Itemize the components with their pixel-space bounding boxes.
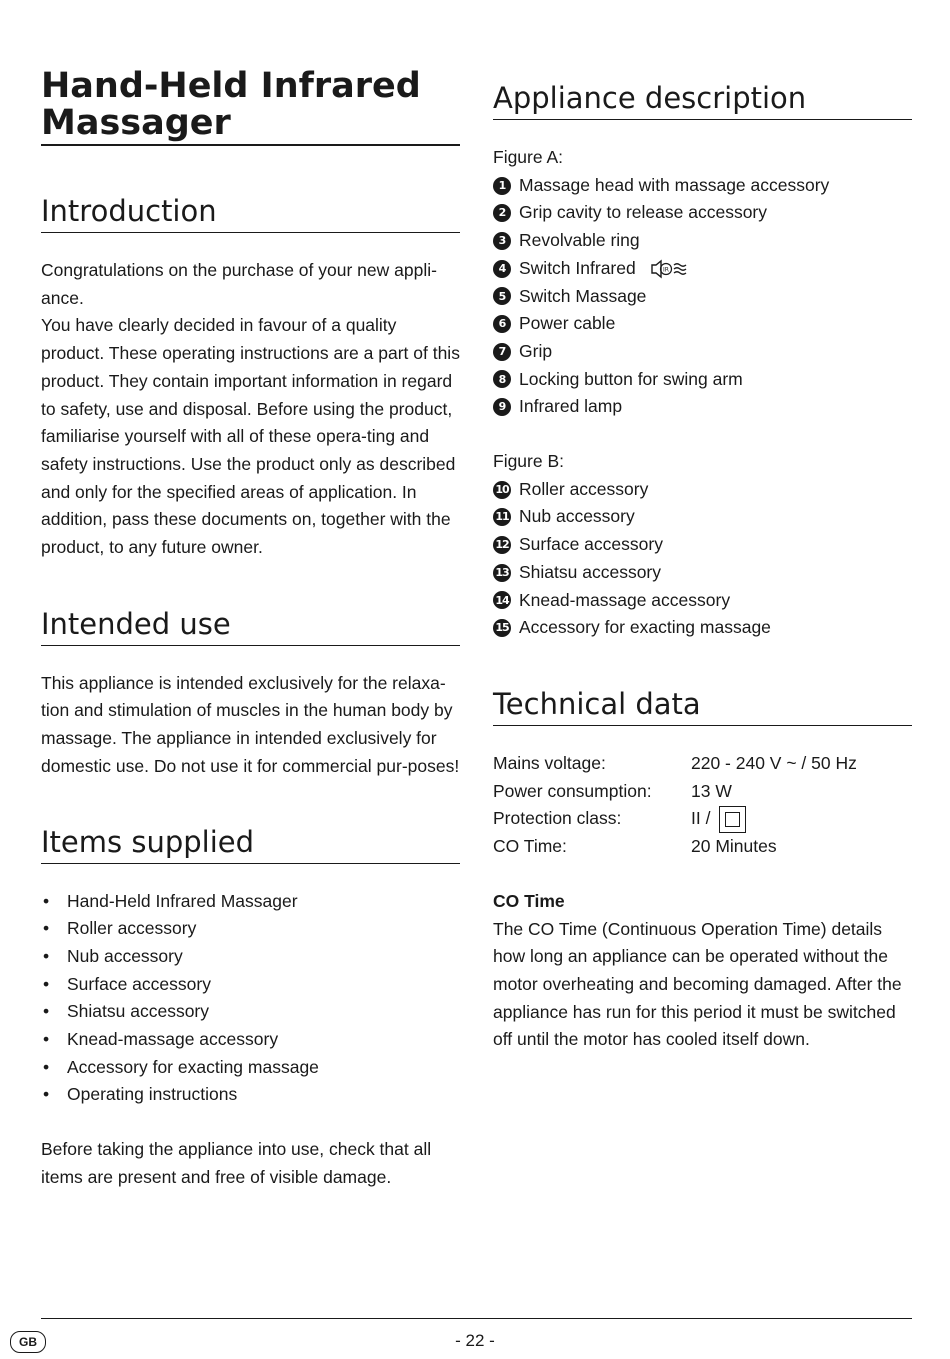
items-supplied-note: Before taking the appliance into use, check that all items are present and free of visible damage. [41,1139,432,1187]
number-badge: 15 [493,619,511,637]
list-item: • Shiatsu accessory [41,998,460,1026]
items-supplied-list [41,888,460,1110]
number-badge: 7 [493,343,511,361]
list-item: • Operating instructions [41,1081,460,1109]
figure-a-item-3 [493,227,912,255]
number-badge: 8 [493,370,511,388]
introduction-heading: Introduction [41,193,460,233]
table-row [493,778,912,806]
technical-data-table [493,750,912,861]
language-badge: GB [10,1331,46,1353]
table-row [493,833,912,861]
part-label: Power cable [519,313,616,334]
number-badge: 11 [493,508,511,526]
figure-a-label: Figure A: [493,147,564,167]
part-label: Grip [519,340,553,361]
figure-b-item-11 [493,503,912,531]
part-label: Nub accessory [519,506,635,527]
figure-b-item-13 [493,559,912,587]
tech-value: 220 - 240 V ~ / 50 Hz [691,752,857,773]
part-label: Accessory for exacting massage [519,617,771,638]
number-badge: 2 [493,204,511,222]
list-item: • Accessory for exacting massage [41,1054,460,1082]
tech-label: Mains voltage: [493,752,606,773]
introduction-paragraph-1: Congratulations on the purchase of your new appli-ance. [41,260,437,308]
left-column [41,68,460,1192]
intended-use-paragraph: This appliance is intended exclusively for the relaxa-tion and stimulation of muscles in the human body by massage. The appliance in intended exclusively for domestic use. Do not use it for commercial pur-poses! [41,672,460,776]
infrared-symbol-icon [650,259,692,279]
items-supplied-heading: Items supplied [41,824,460,864]
figure-a-list [493,172,912,421]
part-label: Switch Massage [519,285,647,306]
table-row [493,805,912,833]
figure-a-item-6 [493,310,912,338]
figure-a-item-8 [493,366,912,394]
number-badge: 12 [493,536,511,554]
list-item: • Surface accessory [41,971,460,999]
protection-class-value: II / [691,808,711,829]
appliance-description-heading: Appliance description [493,80,912,120]
tech-label: Power consumption: [493,780,652,801]
tech-value: 20 Minutes [691,836,777,857]
right-column [493,80,912,1054]
figure-b-item-10 [493,476,912,504]
page-number: - 22 - [455,1331,495,1350]
table-row [493,750,912,778]
figure-b-list [493,476,912,642]
number-badge: 13 [493,564,511,582]
tech-value: 13 W [691,780,732,801]
svg-text:IR: IR [662,266,669,274]
page-title: Hand-Held Infrared Massager [41,68,460,146]
number-badge: 3 [493,232,511,250]
figure-a-item-9 [493,393,912,421]
protection-class-ii-icon [719,806,746,833]
list-item: • Roller accessory [41,915,460,943]
figure-a-item-2 [493,199,912,227]
number-badge: 14 [493,591,511,609]
part-label: Surface accessory [519,534,663,555]
footer-divider [41,1318,912,1319]
part-label: Shiatsu accessory [519,561,662,582]
part-label: Grip cavity to release accessory [519,202,768,223]
figure-a-item-5 [493,283,912,311]
number-badge: 5 [493,287,511,305]
part-label: Revolvable ring [519,230,640,251]
tech-label: Protection class: [493,808,622,829]
part-label: Infrared lamp [519,396,623,417]
introduction-paragraph-2: You have clearly decided in favour of a quality product. These operating instructions are a part of this product. They contain important information in regard to safety, use and disposal. Before using the product, familiarise yourself with all of these opera-ting and safety instructions. Use the product only as described and only for the specified areas of application. In addition, pass these documents on, together with the product, to any future owner. [41,315,460,558]
part-label: Massage head with massage accessory [519,174,830,195]
part-label: Locking button for swing arm [519,368,743,389]
list-item: • Nub accessory [41,943,460,971]
tech-value [691,805,746,833]
co-time-paragraph: The CO Time (Continuous Operation Time) details how long an appliance can be operated without the motor overheating and becoming damaged. After the appliance has run for this period it must be switched off until the motor has cooled itself down. [493,918,902,1050]
figure-b-item-15 [493,614,912,642]
number-badge: 1 [493,177,511,195]
tech-label: CO Time: [493,836,567,857]
number-badge: 4 [493,260,511,278]
figure-a-item-4 [493,255,912,283]
figure-a-item-7 [493,338,912,366]
number-badge: 6 [493,315,511,333]
list-item: • Knead-massage accessory [41,1026,460,1054]
co-time-heading: CO Time [493,890,565,911]
figure-b-item-12 [493,531,912,559]
figure-b-label: Figure B: [493,451,564,472]
figure-a-item-1 [493,172,912,200]
part-label: Knead-massage accessory [519,589,731,610]
technical-data-heading: Technical data [493,686,912,726]
list-item: • Hand-Held Infrared Massager [41,888,460,916]
intended-use-heading: Intended use [41,606,460,646]
number-badge: 10 [493,481,511,499]
part-label: Switch Infrared [519,257,636,278]
part-label: Roller accessory [519,478,649,499]
figure-b-item-14 [493,587,912,615]
number-badge: 9 [493,398,511,416]
